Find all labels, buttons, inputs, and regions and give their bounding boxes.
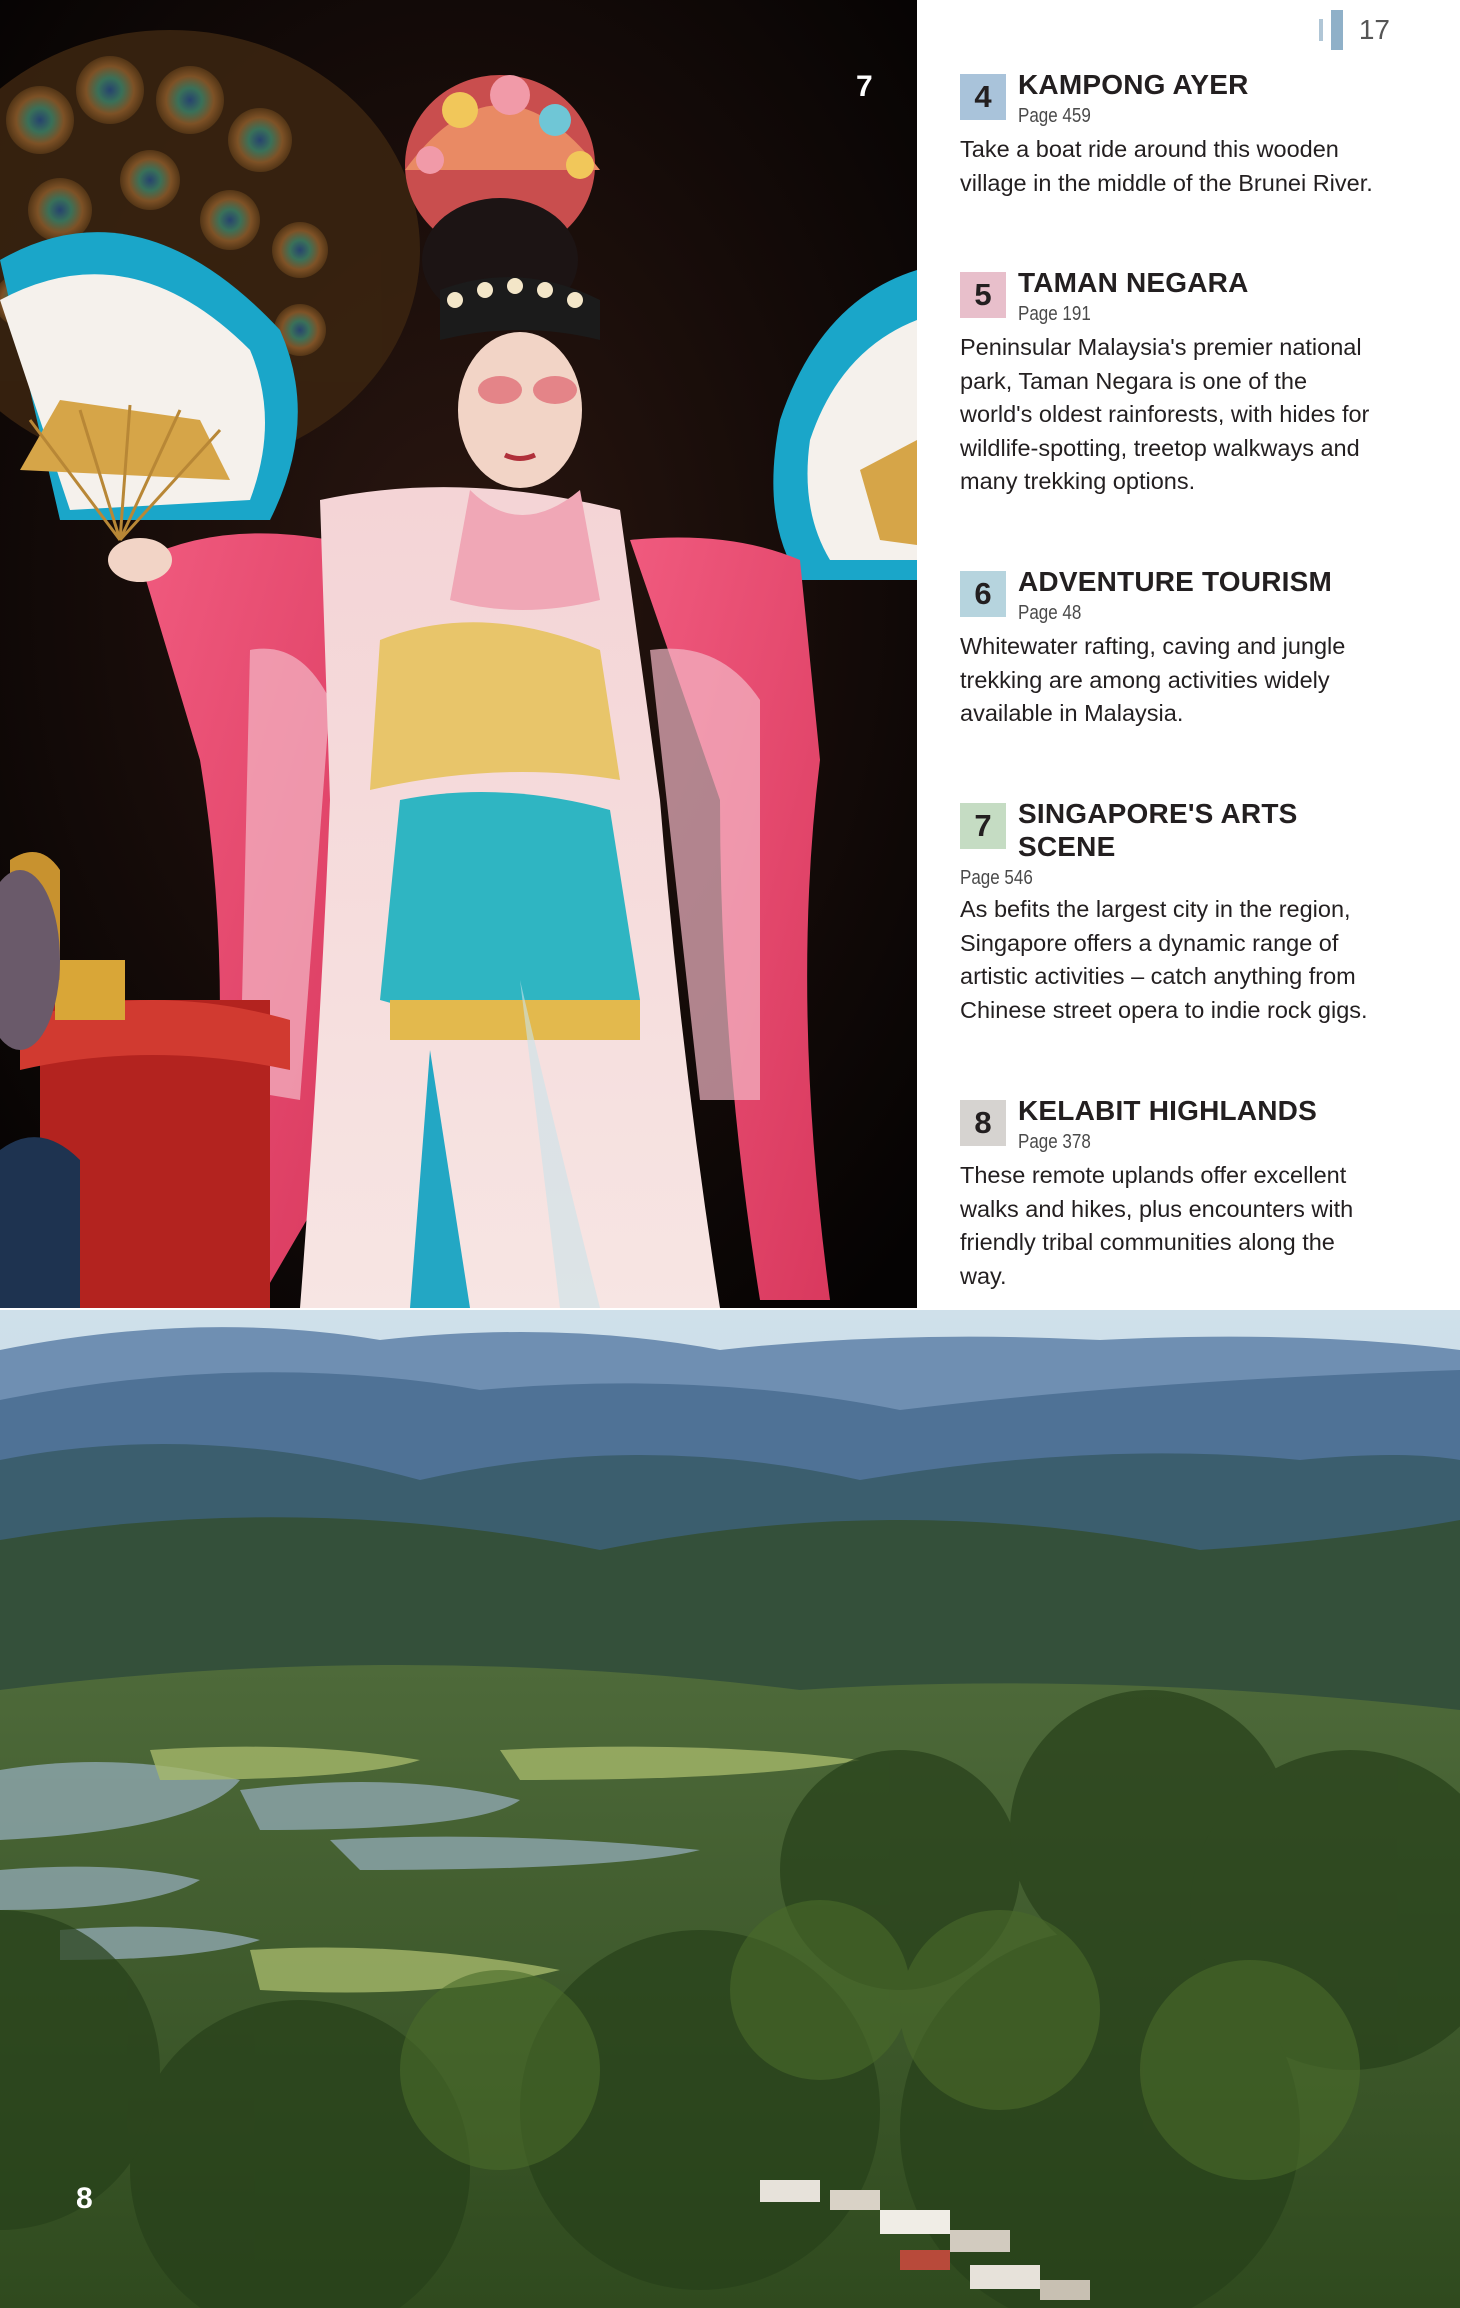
entry-title: KELABIT HIGHLANDS: [1018, 1095, 1317, 1126]
entry-number-badge: 6: [960, 571, 1006, 617]
landscape-illustration: [0, 1310, 1460, 2308]
entry-singapore-arts-scene: [960, 797, 1380, 1027]
left-hand: [108, 538, 172, 582]
entry-description: Take a boat ride around this wooden village in the middle of the Brunei River.: [960, 136, 1373, 196]
entry-taman-negara: [960, 266, 1380, 499]
entry-page-ref: Page 48: [1018, 602, 1082, 624]
page-marker-bar: [1331, 10, 1343, 50]
photo-caption-number: 8: [76, 2182, 93, 2215]
entry-page-ref: Page 546: [960, 867, 1033, 889]
page-marker-dash: [1319, 19, 1323, 41]
page-number-marker: [1319, 10, 1390, 50]
entry-title: KAMPONG AYER: [1018, 69, 1249, 100]
entry-title: SINGAPORE'S ARTS SCENE: [1018, 798, 1298, 862]
entry-title: TAMAN NEGARA: [1018, 267, 1249, 298]
entry-number-badge: 8: [960, 1100, 1006, 1146]
opera-performer-illustration: [0, 0, 917, 1308]
photo-caption-number: 7: [856, 70, 873, 103]
kelabit-highlands-landscape-photo: [0, 1310, 1460, 2308]
entry-page-ref: Page 378: [1018, 1131, 1091, 1153]
entry-page-ref: Page 459: [1018, 105, 1091, 127]
entry-kelabit-highlands: [960, 1094, 1380, 1293]
entry-number-badge: 7: [960, 803, 1006, 849]
entry-number-badge: 5: [960, 272, 1006, 318]
opera-performer-photo: [0, 0, 917, 1308]
entry-description: Peninsular Malaysia's premier national park, Taman Negara is one of the world's oldest rainforests, with hides for wildlife-spotting, treetop walkways and many trekking options.: [960, 334, 1370, 494]
entry-description: These remote uplands offer excellent walks and hikes, plus encounters with friendly tribal communities along the way.: [960, 1162, 1354, 1289]
entry-description: Whitewater rafting, caving and jungle trekking are among activities widely available in Malaysia.: [960, 633, 1346, 726]
entry-page-ref: Page 191: [1018, 303, 1091, 325]
entry-adventure-tourism: [960, 565, 1380, 731]
entry-title: ADVENTURE TOURISM: [1018, 566, 1333, 597]
entry-kampong-ayer: [960, 68, 1380, 200]
entry-number-badge: 4: [960, 74, 1006, 120]
entry-description: As befits the largest city in the region, Singapore offers a dynamic range of artistic activities – catch anything from Chinese street opera to indie rock gigs.: [960, 896, 1368, 1023]
page-number: 17: [1358, 14, 1390, 45]
